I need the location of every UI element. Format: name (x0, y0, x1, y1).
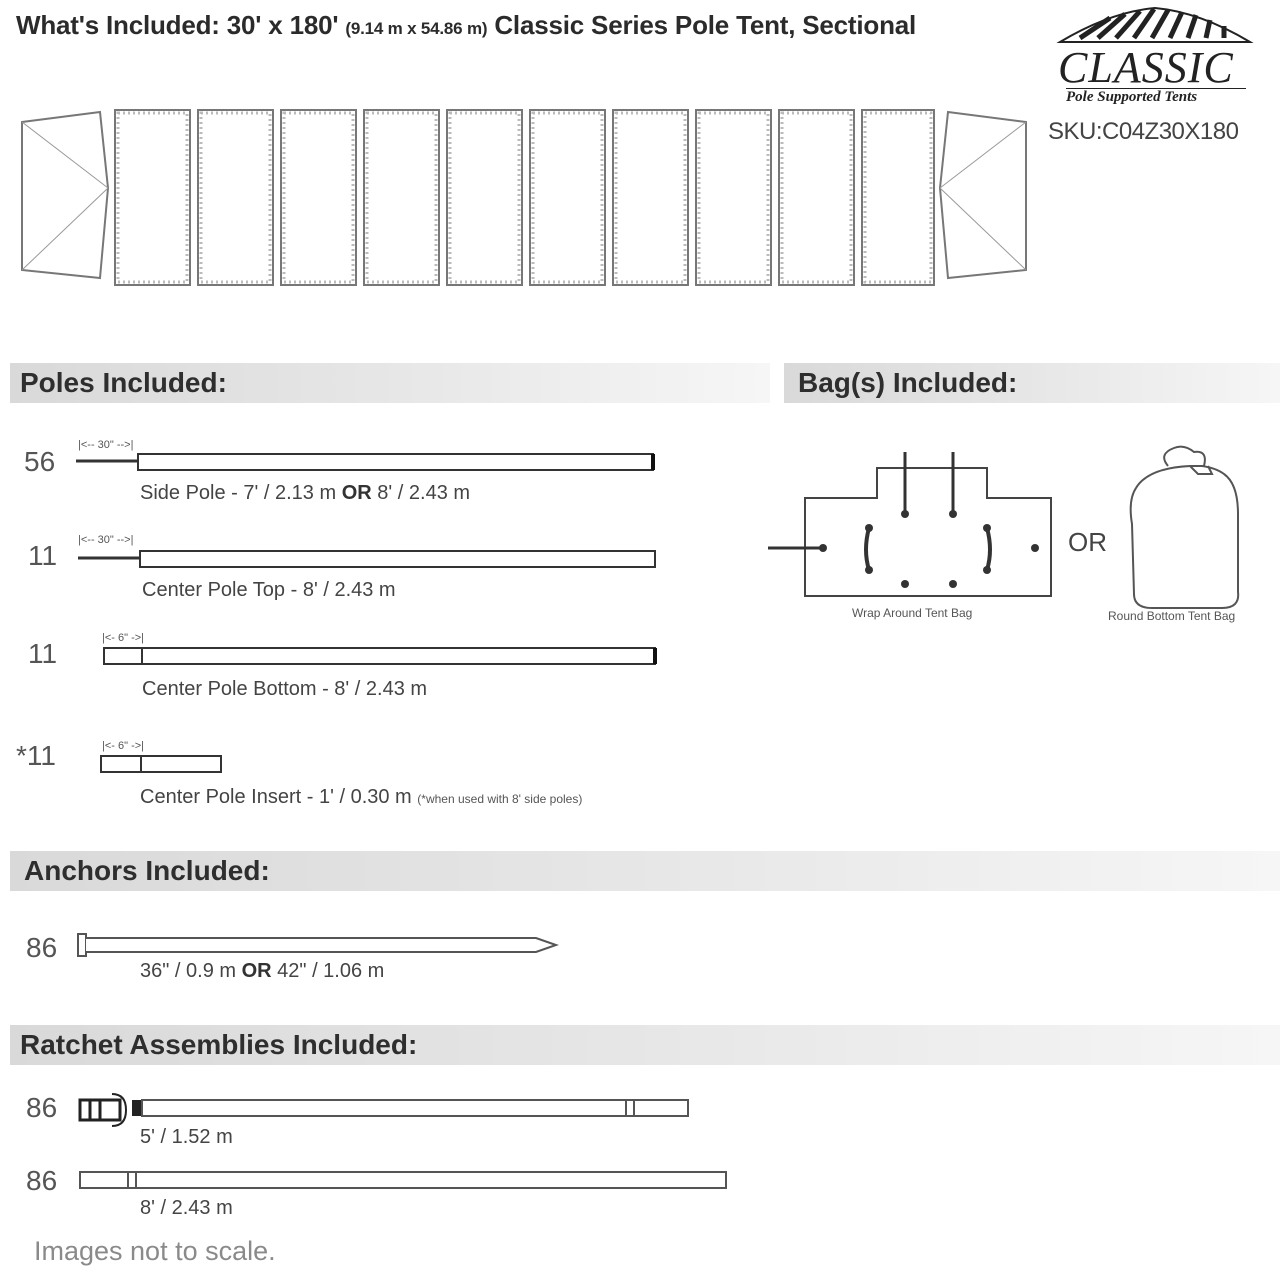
center-pole-top-qty: 11 (28, 540, 58, 571)
anchor-qty: 86 (26, 932, 58, 963)
center-pole-insert-note: (*when used with 8' side poles) (417, 792, 583, 806)
side-pole-or: OR (341, 482, 372, 504)
side-pole-label-text: Side Pole - 7' / 2.13 m (140, 482, 337, 504)
sku-label: SKU:C04Z30X180 (1048, 118, 1239, 145)
tent-section (530, 110, 605, 285)
tent-section (198, 110, 273, 285)
poles-section-header (10, 363, 770, 403)
title-metric: (9.14 m x 54.86 m) (345, 19, 488, 38)
center-pole-insert-label (140, 786, 582, 809)
center-pole-insert-label-text: Center Pole Insert - 1' / 0.30 m (140, 786, 412, 808)
center-pole-bottom-icon (102, 646, 662, 670)
poles-section-title: Poles Included: (20, 367, 227, 398)
side-pole-label-alt: 8' / 2.43 m (371, 482, 471, 504)
center-pole-insert-dimension: |<- 6" ->| (102, 740, 145, 752)
ratchet-5ft-label: 5' / 1.52 m (140, 1126, 233, 1148)
center-pole-top-dimension: |<-- 30" -->| (78, 534, 134, 546)
ratchets-section-title: Ratchet Assemblies Included: (20, 1029, 418, 1060)
round-bottom-tent-bag-icon (1128, 444, 1248, 614)
bags-or: OR (1068, 527, 1107, 557)
tent-section (696, 110, 771, 285)
center-pole-insert-icon (99, 754, 229, 778)
tent-end-left (22, 112, 108, 278)
center-pole-bottom-qty: 11 (28, 638, 58, 669)
bags-section-header (784, 363, 1280, 403)
anchors-section-header (10, 851, 1280, 891)
tent-plan-diagram (0, 100, 1040, 300)
center-pole-insert-qty: *11 (16, 740, 56, 771)
tent-section (613, 110, 688, 285)
ratchet-5ft-qty: 86 (26, 1092, 58, 1123)
title-rest: Classic Series Pole Tent, Sectional (494, 10, 917, 40)
center-pole-top-label: Center Pole Top - 8' / 2.43 m (142, 579, 396, 601)
tent-section (364, 110, 439, 285)
center-pole-top-icon (78, 549, 662, 573)
wrap-around-tent-bag-icon (765, 450, 1065, 610)
title-main: What's Included: 30' x 180' (16, 10, 339, 40)
tent-section (281, 110, 356, 285)
side-pole-icon (76, 452, 660, 476)
classic-logo (1050, 4, 1260, 114)
anchor-label-text: 36" / 0.9 m (140, 960, 237, 982)
tent-section (779, 110, 854, 285)
bags-section-title: Bag(s) Included: (798, 367, 1018, 398)
page-title (16, 10, 916, 41)
tent-section (115, 110, 190, 285)
center-pole-bottom-label: Center Pole Bottom - 8' / 2.43 m (142, 678, 428, 700)
tent-section (862, 110, 934, 285)
images-not-to-scale-note: Images not to scale. (34, 1236, 276, 1266)
anchor-or: OR (241, 960, 272, 982)
anchor-stake-icon (76, 930, 566, 964)
ratchets-section-header (10, 1025, 1280, 1065)
anchors-section-title: Anchors Included: (24, 855, 270, 886)
center-pole-bottom-dimension: |<- 6" ->| (102, 632, 145, 644)
round-bag-label: Round Bottom Tent Bag (1108, 609, 1236, 623)
ratchet-8ft-label: 8' / 2.43 m (140, 1197, 233, 1219)
tent-section (447, 110, 522, 285)
wrap-bag-label: Wrap Around Tent Bag (852, 606, 973, 620)
ratchet-8ft-qty: 86 (26, 1165, 58, 1196)
side-pole-qty: 56 (24, 446, 56, 477)
logo-text: CLASSIC (1058, 43, 1234, 92)
side-pole-dimension: |<-- 30" -->| (78, 439, 134, 451)
anchor-label-alt: 42" / 1.06 m (271, 960, 385, 982)
side-pole-label (140, 482, 470, 505)
logo-subtext: Pole Supported Tents (1066, 89, 1198, 105)
tent-end-right (940, 112, 1026, 278)
ratchet-strap-5ft-icon (76, 1092, 696, 1128)
anchor-label (140, 960, 384, 983)
ratchet-strap-8ft-icon (78, 1170, 730, 1194)
